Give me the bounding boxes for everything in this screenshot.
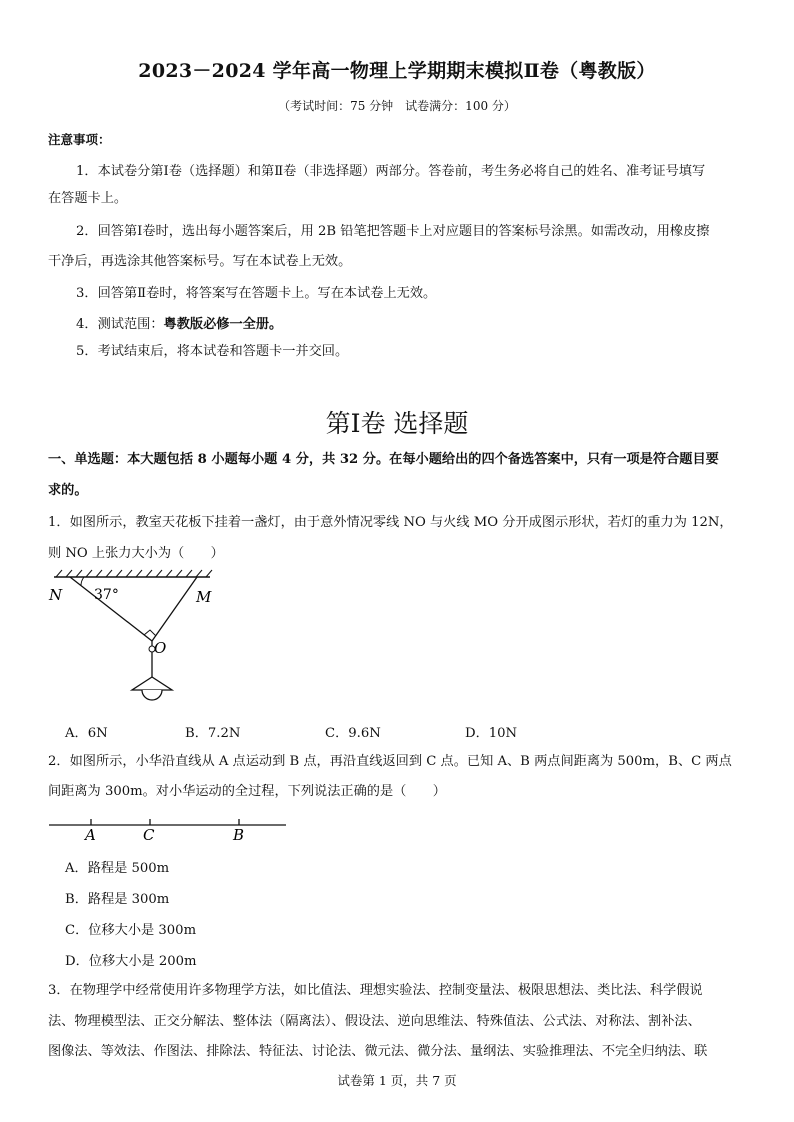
- q1-lamp-figure: [44, 566, 224, 716]
- label-angle: 37°: [94, 587, 119, 603]
- note-4-prefix: 4．测试范围：: [76, 317, 164, 332]
- notes-heading: 注意事项：: [48, 132, 111, 147]
- label-b: B: [233, 826, 245, 844]
- q1-stem-line1: 1．如图所示，教室天花板下挂着一盏灯，由于意外情况零线 NO 与火线 MO 分开成图示形状，若灯的重力为 12N，: [48, 515, 733, 530]
- section-instruction-line1: 一、单选题：本大题包括 8 小题每小题 4 分，共 32 分。在每小题给出的四个备选答案中，只有一项是符合题目要: [48, 452, 719, 467]
- lampshade: [132, 677, 172, 690]
- q1-option-a[interactable]: A．6N: [65, 726, 108, 741]
- q2-option-a[interactable]: A．路程是 500m: [65, 861, 170, 876]
- page-title: 2023－2024 学年高一物理上学期期末模拟Ⅱ卷（粤教版）: [138, 60, 656, 82]
- q2-line-figure: [46, 814, 291, 844]
- q2-option-b[interactable]: B．路程是 300m: [65, 892, 170, 907]
- q2-option-d[interactable]: D．位移大小是 200m: [65, 954, 197, 969]
- q2-stem-line2: 间距离为 300m。对小华运动的全过程，下列说法正确的是（ ）: [48, 784, 446, 799]
- q1-option-c[interactable]: C．9.6N: [325, 726, 381, 741]
- q3-stem-line2: 法、物理模型法、正交分解法、整体法（隔离法）、假设法、逆向思维法、特殊值法、公式法、对称法、割补法、: [48, 1014, 701, 1029]
- note-2-line2: 干净后，再选涂其他答案标号。写在本试卷上无效。: [48, 254, 352, 269]
- q2-stem-line1: 2．如图所示，小华沿直线从 A 点运动到 B 点，再沿直线返回到 C 点。已知 A、B 两点间距离为 500m，B、C 两点: [48, 754, 732, 769]
- bulb: [142, 690, 162, 700]
- note-4: [76, 316, 282, 333]
- label-m: M: [196, 588, 212, 606]
- label-a: A: [85, 826, 96, 844]
- label-o: O: [154, 639, 167, 657]
- label-n: N: [49, 586, 63, 604]
- note-1-line2: 在答题卡上。: [48, 191, 128, 206]
- page-footer: 试卷第 1 页，共 7 页: [337, 1073, 457, 1088]
- q2-option-c[interactable]: C．位移大小是 300m: [65, 923, 197, 938]
- note-4-scope: 粤教版必修一全册。: [163, 317, 283, 332]
- note-2-line1: 2．回答第Ⅰ卷时，选出每小题答案后，用 2B 铅笔把答题卡上对应题目的答案标号涂黑。如需改动，用橡皮擦: [76, 224, 710, 239]
- note-5: 5．考试结束后，将本试卷和答题卡一并交回。: [76, 344, 349, 359]
- q1-stem-line2: 则 NO 上张力大小为（ ）: [48, 546, 224, 561]
- q1-option-d[interactable]: D．10N: [465, 726, 518, 741]
- section-title: 第Ⅰ卷 选择题: [325, 409, 469, 438]
- exam-info: （考试时间：75 分钟 试卷满分：100 分）: [278, 99, 516, 113]
- q3-stem-line1: 3．在物理学中经常使用许多物理学方法，如比值法、理想实验法、控制变量法、极限思想法、类比法、科学假说: [48, 983, 703, 998]
- wire-mo: [152, 577, 197, 641]
- q1-option-b[interactable]: B．7.2N: [185, 726, 241, 741]
- q3-stem-line3: 图像法、等效法、作图法、排除法、特征法、讨论法、微元法、微分法、量纲法、实验推理法、不完全归纳法、联: [48, 1044, 708, 1059]
- note-3: 3．回答第Ⅱ卷时，将答案写在答题卡上。写在本试卷上无效。: [76, 286, 437, 301]
- section-instruction-line2: 求的。: [48, 483, 88, 498]
- note-1-line1: 1．本试卷分第Ⅰ卷（选择题）和第Ⅱ卷（非选择题）两部分。答卷前，考生务必将自己的姓名、准考证号填写: [76, 164, 706, 179]
- label-c: C: [143, 826, 155, 844]
